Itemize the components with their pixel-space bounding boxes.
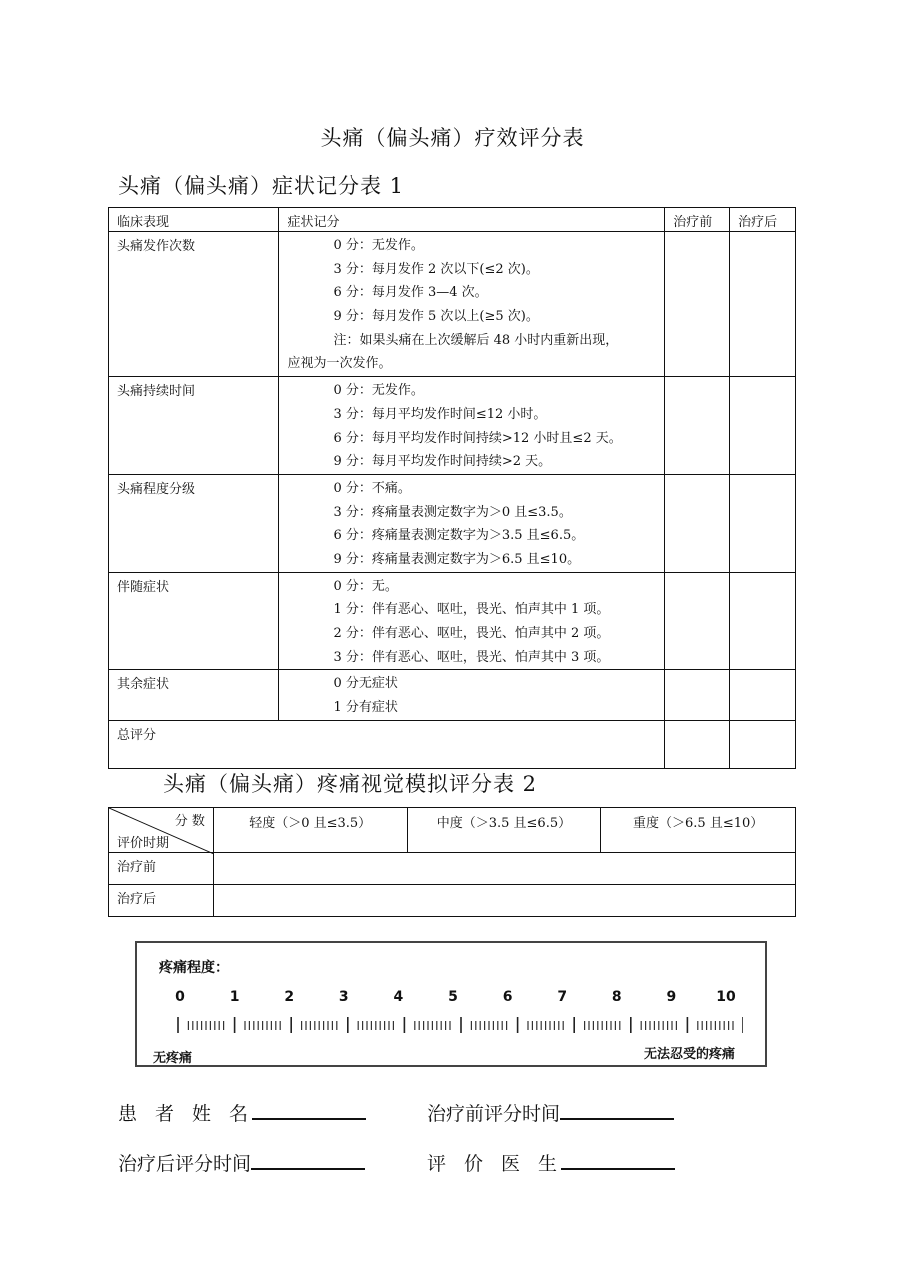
level-severe: 重度（＞6.5 且≤10）	[601, 808, 796, 853]
score-line: 0 分：无发作。	[333, 383, 424, 399]
score-line: 2 分：伴有恶心、呕吐，畏光、怕声其中 2 项。	[333, 626, 610, 641]
scale-number: 0	[175, 989, 185, 1005]
level-moderate: 中度（＞3.5 且≤6.5）	[407, 808, 601, 853]
table2-title: 头痛（偏头痛）疼痛视觉模拟评分表 2	[163, 772, 538, 796]
pain-scale-title: 疼痛程度：	[159, 960, 229, 976]
score-desc	[279, 232, 665, 377]
table-row	[109, 377, 796, 475]
score-line: 0 分无症状	[333, 676, 398, 692]
post-score-cell[interactable]	[730, 377, 796, 475]
row-label: 伴随症状	[109, 572, 279, 670]
score-line: 3 分：伴有恶心、呕吐，畏光、怕声其中 3 项。	[333, 649, 610, 665]
corner-score-label: 分 数	[174, 814, 205, 829]
total-label: 总评分	[109, 720, 665, 768]
header-score: 症状记分	[279, 208, 665, 232]
score-line: 9 分：疼痛量表测定数字为＞6.5 且≤10。	[333, 551, 581, 567]
row-label: 其余症状	[109, 670, 279, 720]
table1-title: 头痛（偏头痛）症状记分表 1	[118, 174, 405, 198]
scale-number: 2	[284, 989, 295, 1005]
no-pain-label: 无疼痛	[153, 1051, 193, 1066]
post-score-cell[interactable]	[730, 474, 796, 572]
post-time-input[interactable]	[251, 1148, 365, 1170]
pain-scale	[135, 941, 767, 1067]
header-clinical: 临床表现	[109, 208, 279, 232]
score-desc	[279, 670, 665, 720]
post-score-cell[interactable]	[730, 232, 796, 377]
scale-number: 9	[666, 989, 677, 1005]
post-total-cell[interactable]	[730, 720, 796, 768]
row-label: 头痛持续时间	[109, 377, 279, 475]
scale-number: 6	[502, 989, 513, 1005]
score-line: 3 分：每月发作 2 次以下(≤2 次)。	[333, 261, 539, 277]
score-desc	[279, 572, 665, 670]
doctor-field	[427, 1148, 675, 1176]
score-line: 0 分：无发作。	[333, 238, 424, 253]
scale-number: 4	[393, 989, 404, 1005]
score-line: 1 分：伴有恶心、呕吐，畏光、怕声其中 1 项。	[333, 602, 610, 618]
pre-vas-cell[interactable]	[213, 853, 795, 885]
table-row	[109, 232, 796, 377]
level-mild: 轻度（＞0 且≤3.5）	[213, 808, 407, 853]
scale-number: 1	[229, 989, 240, 1005]
pre-time-field	[427, 1098, 674, 1126]
score-note-cont: 应视为一次发作。	[287, 356, 392, 372]
header-post: 治疗后	[730, 208, 796, 232]
total-row	[109, 720, 796, 768]
page-title: 头痛（偏头痛）疗效评分表	[320, 126, 585, 150]
table-row	[109, 885, 796, 917]
table-row	[109, 670, 796, 720]
vas-score-table	[108, 807, 796, 917]
row-label: 头痛程度分级	[109, 474, 279, 572]
table1-header-row	[109, 208, 796, 232]
score-line: 6 分：每月平均发作时间持续>12 小时且≤2 天。	[333, 430, 622, 446]
table-row	[109, 572, 796, 670]
pain-scale-ruler	[177, 1017, 743, 1035]
pre-time-input[interactable]	[560, 1098, 674, 1120]
pre-time-label: 治疗前评分时间	[427, 1103, 561, 1125]
score-line: 3 分：每月平均发作时间≤12 小时。	[333, 406, 547, 422]
score-desc	[279, 377, 665, 475]
doctor-input[interactable]	[561, 1148, 675, 1170]
patient-name-label: 患者姓名	[118, 1103, 267, 1125]
score-line: 0 分：无。	[333, 578, 398, 594]
post-time-label: 治疗后评分时间	[118, 1153, 252, 1175]
post-score-cell[interactable]	[730, 670, 796, 720]
table-row	[109, 474, 796, 572]
scale-number: 10	[716, 989, 736, 1005]
corner-period-label: 评价时期	[117, 836, 170, 851]
pre-score-cell[interactable]	[665, 232, 730, 377]
header-pre: 治疗前	[665, 208, 730, 232]
post-vas-cell[interactable]	[213, 885, 795, 917]
unbearable-pain-label: 无法忍受的疼痛	[643, 1047, 735, 1062]
patient-name-input[interactable]	[252, 1098, 366, 1120]
post-score-cell[interactable]	[730, 572, 796, 670]
pre-score-cell[interactable]	[665, 377, 730, 475]
scale-number: 5	[448, 989, 458, 1005]
doctor-label: 评价医生	[427, 1153, 576, 1175]
score-desc	[279, 474, 665, 572]
pre-score-cell[interactable]	[665, 670, 730, 720]
post-time-field	[118, 1148, 365, 1176]
scale-number: 3	[338, 989, 349, 1005]
pre-total-cell[interactable]	[665, 720, 730, 768]
row-label: 治疗前	[109, 853, 214, 885]
score-note: 注：如果头痛在上次缓解后 48 小时内重新出现，	[333, 332, 619, 348]
symptom-score-table	[108, 207, 796, 769]
score-line: 0 分：不痛。	[333, 480, 411, 496]
score-line: 9 分：每月发作 5 次以上(≥5 次)。	[333, 309, 539, 325]
scale-number: 7	[557, 989, 568, 1005]
row-label: 治疗后	[109, 885, 214, 917]
scale-number: 8	[611, 989, 622, 1005]
score-line: 6 分：每月发作 3—4 次。	[333, 285, 488, 301]
pre-score-cell[interactable]	[665, 572, 730, 670]
table2-header-row	[109, 808, 796, 853]
score-line: 6 分：疼痛量表测定数字为＞3.5 且≤6.5。	[333, 528, 585, 544]
row-label: 头痛发作次数	[109, 232, 279, 377]
score-line: 3 分：疼痛量表测定数字为＞0 且≤3.5。	[333, 504, 572, 520]
score-line: 1 分有症状	[333, 700, 398, 716]
corner-cell	[109, 808, 214, 853]
pre-score-cell[interactable]	[665, 474, 730, 572]
table-row	[109, 853, 796, 885]
patient-name-field	[118, 1098, 366, 1126]
score-line: 9 分：每月平均发作时间持续>2 天。	[333, 454, 552, 470]
